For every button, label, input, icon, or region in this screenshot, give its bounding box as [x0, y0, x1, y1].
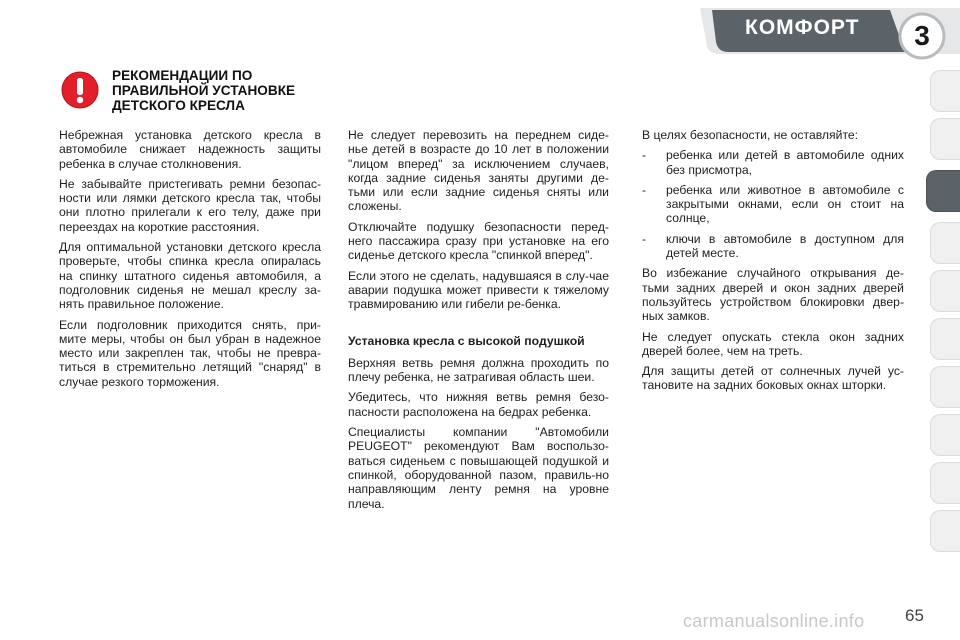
paragraph: Если этого не сделать, надувшаяся в слу-чае аварии подушка может привести к тяжелому травмированию или гибели ре-бенка.	[348, 268, 609, 312]
list-item	[642, 148, 904, 177]
chapter-tabs	[926, 70, 960, 560]
paragraph: Отключайте подушку безопасности перед-него пассажира сразу при установке на его сиденье детского кресла "спинкой вперед".	[348, 219, 609, 263]
chapter-tab-1[interactable]	[930, 70, 960, 112]
list-dash: -	[642, 182, 647, 197]
paragraph: Небрежная установка детского кресла в автомобиле снижает надежность защиты ребенка в случае столкновения.	[59, 128, 321, 171]
list-dash: -	[642, 231, 647, 246]
list-item-text: ребенка или животное в автомобиле с закрытыми окнами, если он стоит на солнце,	[666, 182, 904, 226]
paragraph: Убедитесь, что нижняя ветвь ремня безо-пасности расположена на бедрах ребенка.	[348, 390, 609, 419]
chapter-tab-2[interactable]	[930, 118, 960, 160]
list-item-text: ключи в автомобиле в доступном для детей месте.	[666, 231, 904, 261]
chapter-tab-10[interactable]	[930, 510, 960, 552]
list-item-text: ребенка или детей в автомобиле одних без присмотра,	[666, 148, 904, 177]
warning-title-line-1: РЕКОМЕНДАЦИИ ПО	[112, 68, 253, 83]
text-column-3	[642, 128, 904, 399]
section-subheading: Установка кресла с высокой подушкой	[348, 333, 585, 348]
warning-title-line-2: ПРАВИЛЬНОЙ УСТАНОВКЕ	[112, 83, 296, 98]
paragraph: Специалисты компании "Автомобили PEUGEOT" рекомендуют Вам воспользо-ваться сиденьем с повышающей подушкой и спинкой, оборудованной пазом, правиль-но направляющим ленту ремня на уровне плеча.	[348, 425, 609, 511]
chapter-tab-8[interactable]	[930, 414, 960, 456]
chapter-tab-9[interactable]	[930, 462, 960, 504]
chapter-tab-4[interactable]	[930, 222, 960, 264]
chapter-tab-5[interactable]	[930, 270, 960, 312]
text-column-1	[59, 128, 321, 395]
warning-title	[112, 68, 322, 113]
chapter-tab-6[interactable]	[930, 318, 960, 360]
warning-title-line-3: ДЕТСКОГО КРЕСЛА	[112, 98, 245, 113]
chapter-tab-3[interactable]	[926, 170, 960, 212]
paragraph: Во избежание случайного открывания де-тьми задних дверей и окон задних дверей пользуйтесь устройством блокировки двер-ных замков.	[642, 266, 904, 324]
chapter-tab-7[interactable]	[930, 366, 960, 408]
list-item	[642, 232, 904, 261]
page-number: 65	[905, 606, 924, 625]
paragraph: Не следует перевозить на переднем сиде-нье детей в возрасте до 10 лет в положении "лицом вперед" за исключением случаев, когда задние сиденья заняты другими де-тьми или если задние сиденья сняты или сложены.	[348, 128, 609, 214]
paragraph: Верхняя ветвь ремня должна проходить по плечу ребенка, не затрагивая область шеи.	[348, 355, 609, 385]
paragraph: В целях безопасности, не оставляйте:	[642, 128, 859, 142]
paragraph: Если подголовник приходится снять, при-мите меры, чтобы он был убран в надежное место или закреплен так, чтобы не превра-титься в стремительно летящий "снаряд" в случае резкого торможения.	[59, 317, 321, 389]
list-dash: -	[642, 148, 647, 163]
text-column-2	[348, 128, 609, 517]
paragraph: Для защиты детей от солнечных лучей ус-тановите на задних боковых окнах шторки.	[642, 364, 904, 393]
paragraph: Не следует опускать стекла окон задних дверей более, чем на треть.	[642, 329, 904, 358]
paragraph: Не забывайте пристегивать ремни безопас-ности или лямки детского кресла так, чтобы они плотно прилегали к его телу, даже при переездах на короткие расстояния.	[59, 176, 321, 234]
list-item	[642, 183, 904, 226]
exclamation-icon	[61, 71, 99, 109]
chapter-number: 3	[914, 20, 930, 51]
watermark: carmanualsonline.info	[683, 611, 865, 631]
chapter-title: КОМФОРТ	[745, 16, 860, 39]
paragraph: Для оптимальной установки детского кресла проверьте, чтобы спинка кресла опиралась на спинку штатного сиденья автомобиля, а подголовник сиденья не мешал креслу за-нять правильное положение.	[59, 240, 321, 312]
